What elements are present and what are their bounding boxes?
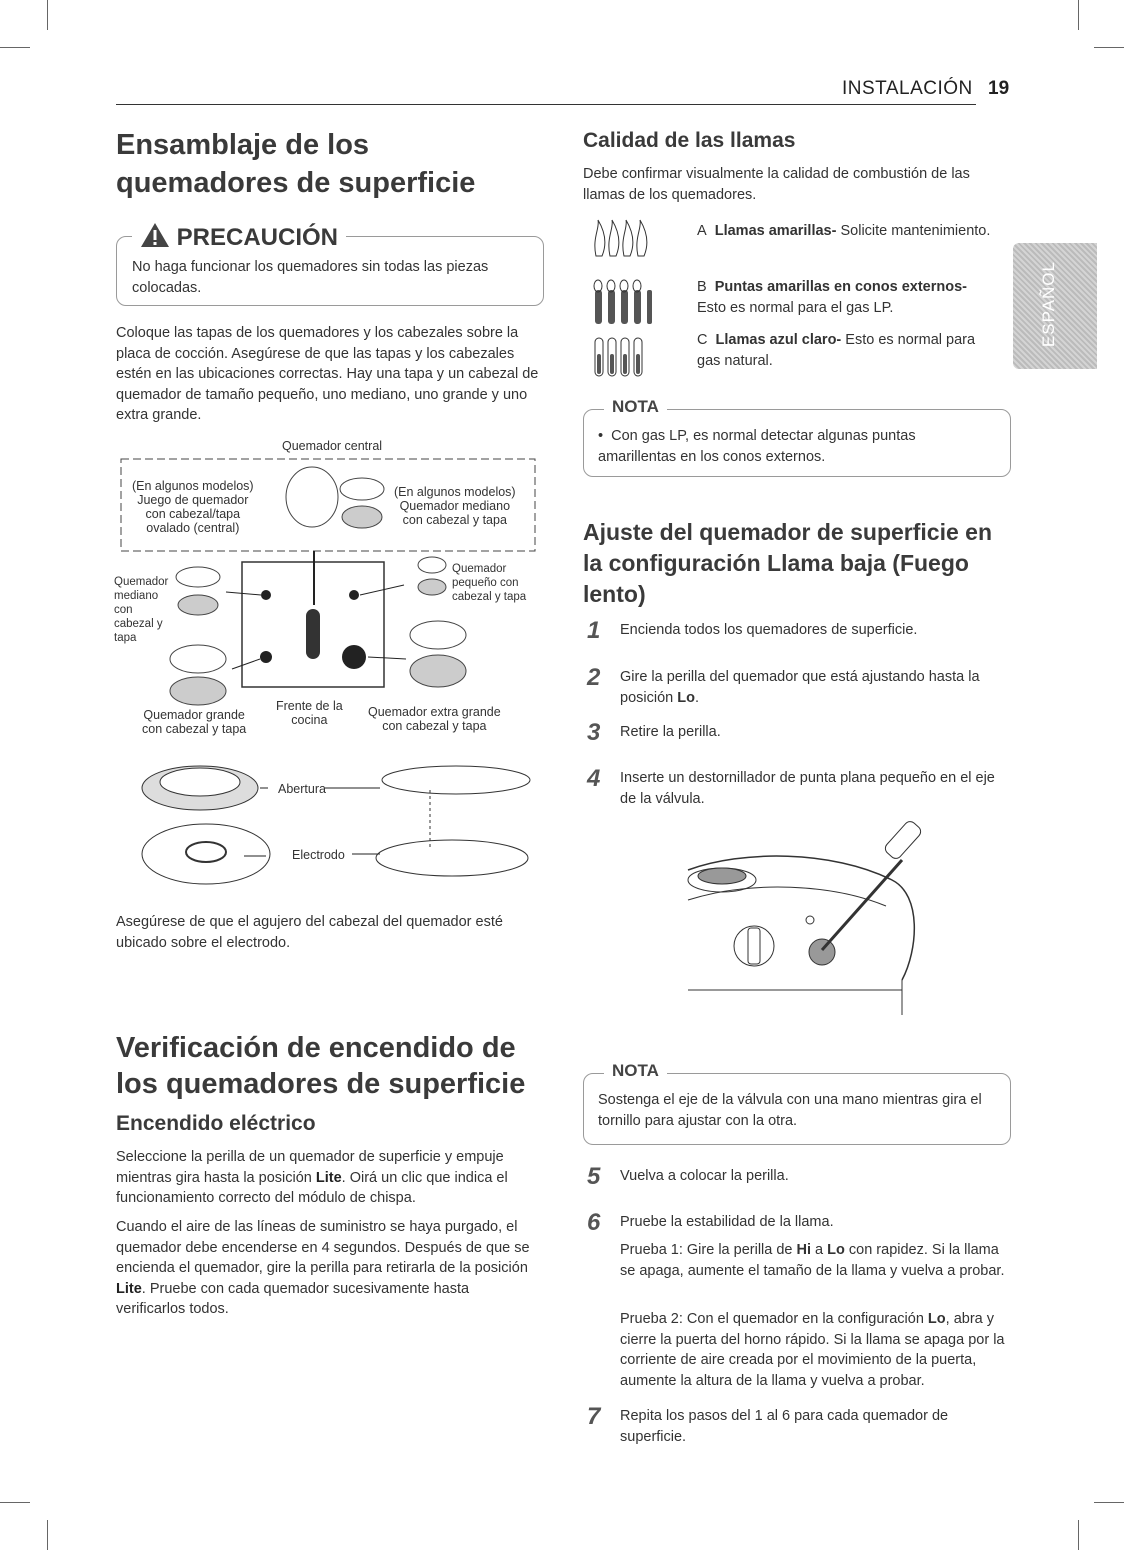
central-burner-label: Quemador central <box>282 439 383 453</box>
flame-item-a <box>697 221 1017 242</box>
crop-mark <box>0 1502 30 1503</box>
opt-line: Quemador mediano <box>399 499 511 513</box>
assembly-paragraph: Coloque las tapas de los quemadores y los cabezales sobre la placa de cocción. Asegúrese de que las tapas y los cabezales estén en las ubicaciones correctas. Hay una tapa y un cabezal de quemador de tamaño pequeño, uno mediano, uno grande y uno extra grande. <box>116 325 539 423</box>
crop-mark <box>1078 1520 1079 1550</box>
electrode-drawing <box>140 750 540 900</box>
low-flame-title: Ajuste del quemador de superficie en la configuración Llama baja (Fuego lento) <box>583 519 992 607</box>
note-text: Con gas LP, es normal detectar algunas puntas amarillentas en los conos externos. <box>598 428 916 465</box>
small-line: Quemador <box>452 563 507 575</box>
section-title: INSTALACIÓN <box>842 78 973 99</box>
step-number: 1 <box>587 617 601 644</box>
electric-ignition-title: Encendido eléctrico <box>116 1112 316 1135</box>
step-number: 7 <box>587 1403 601 1430</box>
large-line: con cabezal y tapa <box>142 722 247 736</box>
ignition-text: . Pruebe con cada quemador sucesivamente hasta verificarlos todos. <box>116 1280 470 1317</box>
burner-layout-diagram <box>114 437 544 737</box>
medium-burner-label <box>114 575 168 645</box>
ignition-title: Verificación de encendido de los quemadores de superficie <box>116 1032 526 1100</box>
ignition-paragraph-1 <box>116 1147 536 1209</box>
med-line: Quemador <box>114 576 169 588</box>
step-text: Repita los pasos del 1 al 6 para cada quemador de superficie. <box>620 1408 949 1445</box>
ignition-text: Seleccione la perilla de un quemador de superficie y empuje mientras gira hasta la posición <box>116 1149 504 1186</box>
valve-adjust-illustration <box>682 810 942 1020</box>
med-line: cabezal y <box>114 618 163 630</box>
step-number: 6 <box>587 1209 601 1236</box>
lo-term: Lo <box>927 1311 946 1327</box>
lite-term: Lite <box>315 1169 342 1186</box>
front-line: cocina <box>291 713 328 727</box>
opt-line: con cabezal y tapa <box>402 513 507 527</box>
header-rule <box>116 104 976 105</box>
lite-term: Lite <box>116 1280 142 1297</box>
crop-mark <box>47 1520 48 1550</box>
assembly-title: Ensamblaje de los quemadores de superficie <box>116 129 476 199</box>
step-text: Vuelva a colocar la perilla. <box>620 1168 789 1184</box>
note-title-2: NOTA <box>604 1061 667 1081</box>
language-tab-label: ESPAÑOL <box>1039 261 1058 348</box>
crop-mark <box>1094 47 1124 48</box>
opening-label: Abertura <box>278 782 326 796</box>
step-number: 4 <box>587 765 601 792</box>
test-2-text <box>620 1309 1008 1391</box>
flame-label: Llamas azul claro- <box>715 332 842 348</box>
oval-line: (En algunos modelos) <box>132 479 254 493</box>
test-part: a <box>811 1242 828 1258</box>
bullet-icon: • <box>598 428 612 444</box>
optional-medium-label <box>394 485 516 527</box>
note-title-1: NOTA <box>604 397 667 417</box>
step-number: 2 <box>587 664 601 691</box>
electrode-diagram <box>140 750 540 900</box>
note-text-2: Sostenga el eje de la válvula con una mano mientras gira el tornillo para ajustar con la otra. <box>598 1092 982 1129</box>
step-part: . <box>694 689 699 706</box>
warning-icon <box>140 222 170 248</box>
med-line: mediano <box>114 590 159 602</box>
language-tab <box>1013 243 1097 369</box>
opt-line: (En algunos modelos) <box>394 485 516 499</box>
xl-line: con cabezal y tapa <box>382 719 487 733</box>
large-line: Quemador grande <box>143 708 245 722</box>
crop-mark <box>47 0 48 30</box>
flame-letter: A <box>697 223 707 239</box>
large-burner-label <box>142 708 246 736</box>
flame-item-c <box>697 330 1017 371</box>
electrode-paragraph: Asegúrese de que el agujero del cabezal del quemador esté ubicado sobre el electrodo. <box>116 914 503 951</box>
flame-text: gas natural. <box>697 352 773 369</box>
flame-item-b <box>697 277 1017 318</box>
oval-line: Juego de quemador <box>137 493 249 507</box>
cooktop-front-label <box>276 699 343 727</box>
step-text: Retire la perilla. <box>620 724 721 740</box>
test-part: Prueba 2: Con el quemador en la configuración <box>620 1311 928 1327</box>
step-part: Gire la perilla del quemador que está ajustando hasta la posición <box>620 669 980 706</box>
ignition-text: . Oirá un clic que indica el funcionamiento correcto del módulo de chispa. <box>116 1169 508 1206</box>
flame-text: Solicite mantenimiento. <box>836 223 991 239</box>
step-text: Inserte un destornillador de punta plana pequeño en el eje de la válvula. <box>620 770 995 807</box>
crop-mark <box>0 47 30 48</box>
xl-line: Quemador extra grande <box>368 705 501 719</box>
flame-quality-title: Calidad de las llamas <box>583 129 796 152</box>
caution-text: No haga funcionar los quemadores sin todas las piezas colocadas. <box>132 259 489 296</box>
step-text <box>620 667 1005 708</box>
flame-text: Esto es normal para <box>841 332 976 348</box>
step-number: 3 <box>587 719 601 746</box>
hi-term: Hi <box>796 1242 812 1258</box>
flame-text: Esto es normal para el gas LP. <box>697 299 894 316</box>
med-line: con <box>114 604 133 616</box>
step-text: Pruebe la estabilidad de la llama. <box>620 1214 834 1230</box>
electrode-label: Electrodo <box>292 848 345 862</box>
test-1-text <box>620 1240 1008 1281</box>
lo-term: Lo <box>677 689 695 706</box>
xl-burner-label <box>368 705 501 733</box>
step-text: Encienda todos los quemadores de superficie. <box>620 622 918 638</box>
yellow-flames-icon <box>592 218 654 258</box>
lo-term: Lo <box>827 1242 845 1258</box>
oval-line: ovalado (central) <box>146 521 240 535</box>
small-line: pequeño con <box>452 577 519 589</box>
flame-label: Llamas amarillas- <box>714 223 837 239</box>
yellow-tip-flames-icon <box>592 278 654 328</box>
test-part: con rapidez. Si la llama se apaga, aumente el tamaño de la llama y vuelva a probar. <box>620 1242 1005 1279</box>
ignition-paragraph-2 <box>116 1217 536 1320</box>
ignition-text: Cuando el aire de las líneas de suministro se haya purgado, el quemador debe encenderse en 4 segundos. Después de que se encienda el quemador, gire la perilla para retirarla de la posición <box>116 1219 530 1276</box>
test-part: Prueba 1: Gire la perilla de <box>620 1242 797 1258</box>
flame-letter: B <box>697 279 707 295</box>
med-line: tapa <box>114 632 137 644</box>
step-number: 5 <box>587 1163 601 1190</box>
small-line: cabezal y tapa <box>452 591 527 603</box>
front-line: Frente de la <box>276 699 343 713</box>
flame-label: Puntas amarillas en conos externos- <box>714 279 967 295</box>
flame-quality-intro: Debe confirmar visualmente la calidad de combustión de las llamas de los quemadores. <box>583 166 970 203</box>
flame-letter: C <box>697 332 708 348</box>
note-text-1 <box>598 426 978 467</box>
crop-mark <box>1078 0 1079 30</box>
oval-line: con cabezal/tapa <box>145 507 241 521</box>
page-number: 19 <box>988 78 1010 99</box>
oval-burner-label <box>132 479 254 535</box>
crop-mark <box>1094 1502 1124 1503</box>
small-burner-label <box>452 562 526 604</box>
caution-title-text: PRECAUCIÓN <box>176 224 339 251</box>
test-part: , abra y cierre la puerta del horno rápido. Si la llama se apaga por la corriente de aire creada por el movimiento de la puerta, aumente la altura de la llama y vuelva a probar. <box>620 1311 1005 1389</box>
blue-flames-icon <box>592 336 654 380</box>
caution-title <box>132 222 346 252</box>
